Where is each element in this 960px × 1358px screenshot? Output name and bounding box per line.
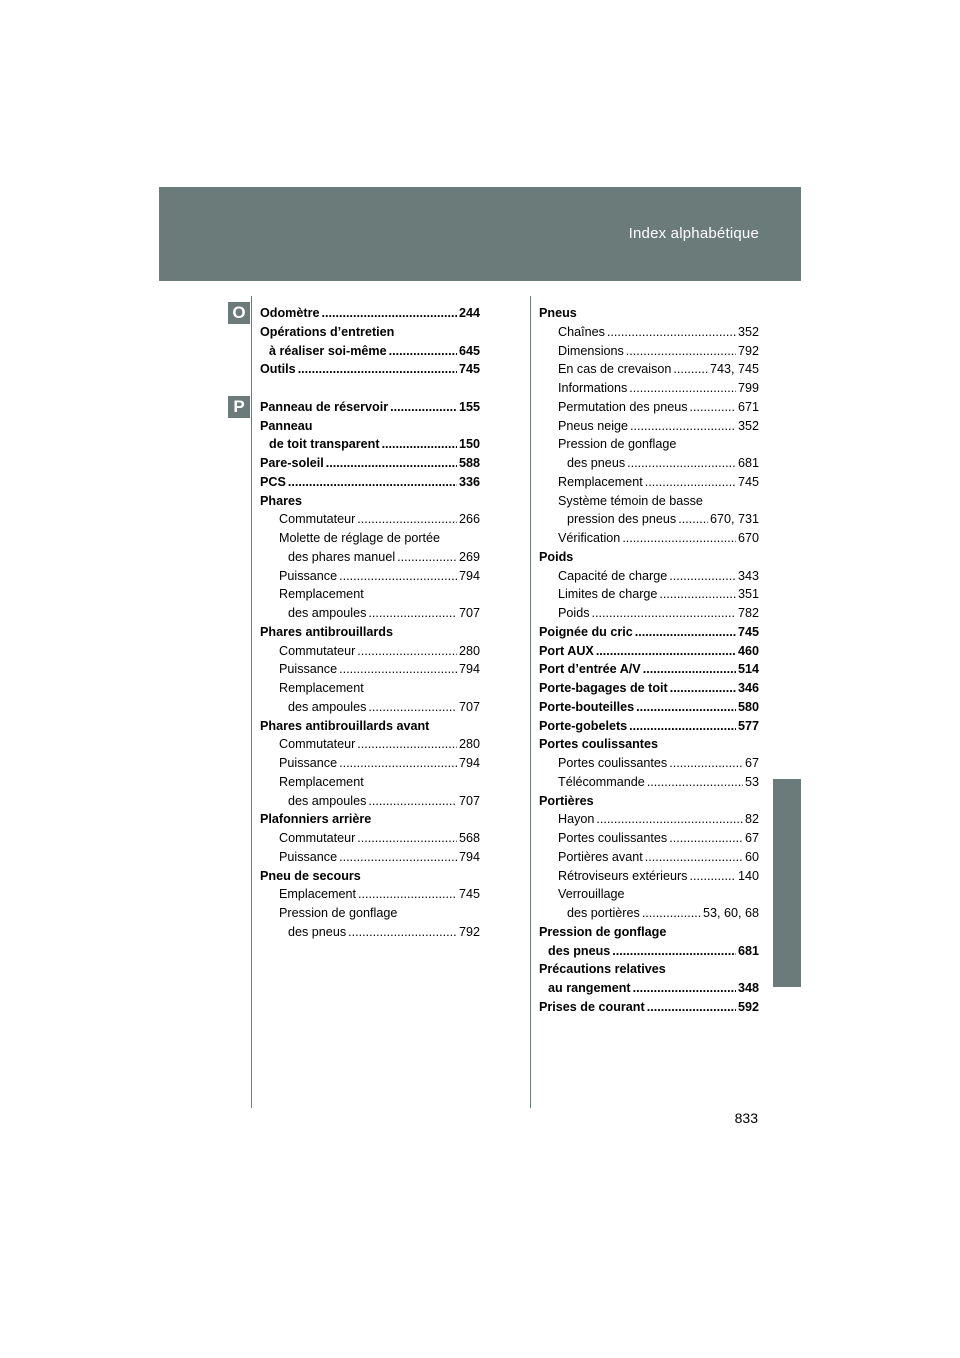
index-entry-page: 792	[737, 343, 759, 358]
dot-leader	[635, 623, 736, 642]
index-entry	[260, 848, 480, 867]
index-entry-term: Chaînes	[558, 324, 605, 339]
dot-leader	[669, 829, 743, 848]
index-entry	[539, 623, 759, 642]
index-entry-term: Pression de gonflage	[558, 437, 677, 452]
index-entry-term: Pression de gonflage	[539, 924, 667, 939]
index-entry	[539, 585, 759, 604]
index-entry-page: 82	[744, 812, 759, 827]
index-entry-term: Remplacement	[558, 474, 643, 489]
index-entry	[539, 885, 759, 904]
index-entry	[260, 360, 480, 379]
index-entry	[539, 604, 759, 623]
index-entry-page: 269	[458, 549, 480, 564]
index-entry-page: 707	[458, 606, 480, 620]
dot-leader	[358, 885, 457, 904]
index-entry-term: Porte-bagages de toit	[539, 681, 668, 695]
index-entry	[539, 942, 759, 961]
dot-leader	[596, 642, 736, 661]
dot-leader	[298, 360, 457, 379]
index-entry-term: En cas de crevaison	[558, 362, 672, 377]
dot-leader	[647, 998, 736, 1017]
dot-leader	[678, 510, 708, 529]
dot-leader	[357, 829, 457, 848]
index-entry	[260, 323, 480, 342]
index-entry	[539, 492, 759, 511]
index-entry-term: Phares	[260, 493, 303, 508]
dot-leader	[647, 773, 743, 792]
index-entry-page: 745	[737, 474, 759, 489]
index-entry-page: 782	[737, 606, 759, 620]
dot-leader	[627, 454, 736, 473]
dot-leader	[357, 642, 457, 661]
index-entry	[539, 829, 759, 848]
index-entry-term: Portières avant	[558, 849, 643, 864]
index-entry-term: Puissance	[279, 568, 338, 583]
index-entry-page: 577	[737, 718, 759, 733]
index-entry-page: 681	[737, 943, 759, 958]
index-entry-term: Opérations d’entretien	[260, 324, 395, 339]
index-entry-page: 53	[744, 774, 759, 789]
index-entry-term: Plafonniers arrière	[260, 812, 372, 827]
index-entry-page: 352	[737, 418, 759, 433]
index-entry	[260, 623, 480, 642]
index-entry-term: des ampoules	[288, 606, 367, 620]
index-entry	[539, 529, 759, 548]
dot-leader	[673, 360, 708, 379]
index-entry-page: 568	[458, 831, 480, 845]
index-entry-term: Pneu de secours	[260, 868, 361, 883]
dot-leader	[382, 435, 457, 454]
index-entry-page: 352	[737, 324, 759, 339]
dot-leader	[339, 848, 457, 867]
dot-leader	[339, 660, 457, 679]
dot-leader	[357, 510, 457, 529]
dot-leader	[368, 604, 457, 623]
index-entry-term: Commutateur	[279, 831, 356, 845]
index-entry-term: Pneus	[539, 306, 577, 320]
index-entry-page: 645	[458, 343, 480, 358]
index-entry-term: Télécommande	[558, 774, 645, 789]
index-column-right	[539, 304, 759, 1017]
index-entry-term: Commutateur	[279, 737, 356, 752]
index-entry-term: Panneau	[260, 418, 313, 433]
index-entry-page: 670	[737, 531, 759, 545]
index-entry	[260, 435, 480, 454]
index-entry	[260, 642, 480, 661]
index-entry-page: 336	[458, 474, 480, 489]
dot-leader	[645, 848, 743, 867]
index-entry-term: des ampoules	[288, 793, 367, 808]
dot-leader	[397, 548, 457, 567]
index-entry-page: 794	[458, 849, 480, 864]
index-entry	[260, 417, 480, 436]
index-entry-term: des pneus	[288, 924, 347, 939]
index-entry-page: 150	[458, 437, 480, 452]
dot-leader	[670, 679, 736, 698]
dot-leader	[368, 792, 457, 811]
dot-leader	[626, 342, 736, 361]
index-entry-term: Commutateur	[279, 643, 356, 658]
index-entry	[260, 923, 480, 942]
index-entry-term: Verrouillage	[558, 887, 625, 902]
index-entry	[539, 510, 759, 529]
index-entry-term: Commutateur	[279, 512, 356, 527]
index-entry-term: Limites de charge	[558, 587, 658, 602]
index-entry	[260, 867, 480, 886]
index-entry-term: Pression de gonflage	[279, 906, 398, 920]
index-entry-page: 67	[744, 756, 759, 770]
index-entry-term: Panneau de réservoir	[260, 399, 389, 414]
index-entry-page: 280	[458, 737, 480, 752]
index-entry-term: PCS	[260, 474, 286, 489]
index-entry-term: Pare-soleil	[260, 456, 324, 470]
index-entry-page: 53, 60, 68	[702, 906, 759, 920]
index-entry-page: 794	[458, 662, 480, 677]
index-entry-page: 266	[458, 512, 480, 527]
index-entry-term: Molette de réglage de portée	[279, 531, 441, 545]
index-entry-term: Odomètre	[260, 306, 320, 320]
dot-leader	[669, 567, 736, 586]
index-entry	[260, 885, 480, 904]
index-entry	[260, 904, 480, 923]
index-entry	[260, 510, 480, 529]
index-entry	[539, 979, 759, 998]
index-entry	[539, 960, 759, 979]
index-entry	[539, 773, 759, 792]
index-entry-term: au rangement	[548, 981, 631, 995]
index-entry-page: 67	[744, 831, 759, 845]
index-entry	[539, 792, 759, 811]
index-entry-term: Rétroviseurs extérieurs	[558, 868, 688, 883]
index-entry-term: Outils	[260, 362, 296, 377]
index-entry	[539, 998, 759, 1017]
dot-leader	[357, 735, 457, 754]
index-entry-page: 792	[458, 924, 480, 939]
index-entry-term: Port AUX	[539, 643, 594, 658]
index-entry	[260, 698, 480, 717]
index-entry-page: 592	[737, 999, 759, 1014]
dot-leader	[596, 810, 743, 829]
index-entry-term: Remplacement	[279, 681, 364, 695]
index-entry	[260, 604, 480, 623]
dot-leader	[622, 529, 736, 548]
column-divider-middle	[530, 296, 531, 1108]
index-entry-page: 580	[737, 699, 759, 714]
section-side-tab	[773, 779, 801, 987]
dot-leader	[669, 754, 743, 773]
index-entry-term: Phares antibrouillards avant	[260, 718, 430, 733]
index-entry-page: 460	[737, 643, 759, 658]
section-letter-o: O	[228, 302, 250, 324]
index-entry-term: des portières	[567, 906, 640, 920]
dot-leader	[592, 604, 736, 623]
dot-leader	[288, 473, 457, 492]
index-entry	[539, 435, 759, 454]
index-entry-term: pression des pneus	[567, 512, 677, 527]
index-entry	[539, 454, 759, 473]
index-entry	[260, 548, 480, 567]
index-entry	[539, 642, 759, 661]
index-entry	[260, 792, 480, 811]
index-entry-term: Puissance	[279, 756, 338, 770]
index-entry-page: 588	[458, 456, 480, 470]
index-entry-term: Puissance	[279, 662, 338, 677]
index-entry	[260, 342, 480, 361]
index-entry-term: Port d’entrée A/V	[539, 662, 641, 677]
index-entry-page: 671	[737, 399, 759, 414]
index-entry-term: des pneus	[567, 456, 626, 470]
index-entry-page: 745	[458, 887, 480, 902]
index-entry-page: 670, 731	[709, 512, 759, 527]
section-spacer	[260, 379, 480, 398]
index-entry-term: Portes coulissantes	[539, 737, 658, 752]
index-entry-page: 707	[458, 793, 480, 808]
index-entry-term: Phares antibrouillards	[260, 624, 393, 639]
index-entry-term: des ampoules	[288, 699, 367, 714]
index-entry-page: 514	[737, 662, 759, 677]
index-entry	[539, 342, 759, 361]
index-entry-page: 280	[458, 643, 480, 658]
index-entry-term: Poignée du cric	[539, 624, 633, 639]
dot-leader	[390, 398, 457, 417]
index-entry	[539, 867, 759, 886]
index-column-left	[260, 304, 480, 942]
index-entry	[539, 904, 759, 923]
index-entry-page: 743, 745	[709, 362, 759, 377]
dot-leader	[643, 660, 736, 679]
dot-leader	[690, 398, 736, 417]
index-entry	[539, 810, 759, 829]
index-entry-term: Puissance	[279, 849, 338, 864]
dot-leader	[636, 698, 736, 717]
index-entry-page: 745	[458, 362, 480, 377]
dot-leader	[642, 904, 701, 923]
index-entry	[539, 473, 759, 492]
dot-leader	[659, 585, 736, 604]
index-entry-term: Capacité de charge	[558, 568, 668, 583]
index-entry	[260, 585, 480, 604]
index-entry-page: 244	[458, 306, 480, 320]
dot-leader	[389, 342, 457, 361]
index-entry	[539, 923, 759, 942]
index-entry-page: 707	[458, 699, 480, 714]
index-entry-page: 351	[737, 587, 759, 602]
column-divider-left	[251, 296, 252, 1108]
index-entry	[539, 417, 759, 436]
index-entry-page: 348	[737, 981, 759, 995]
index-entry-term: Poids	[558, 606, 590, 620]
index-entry	[539, 398, 759, 417]
dot-leader	[629, 379, 736, 398]
index-entry	[260, 735, 480, 754]
index-entry	[260, 773, 480, 792]
index-entry-term: Portes coulissantes	[558, 831, 668, 845]
index-entry	[260, 454, 480, 473]
page-title: Index alphabétique	[628, 225, 759, 242]
index-entry	[260, 810, 480, 829]
index-entry	[260, 473, 480, 492]
section-letter-p: P	[228, 396, 250, 418]
index-entry-term: de toit transparent	[269, 437, 380, 452]
index-entry	[539, 323, 759, 342]
index-entry	[260, 567, 480, 586]
index-entry-term: Portières	[539, 793, 594, 808]
index-entry-page: 60	[744, 849, 759, 864]
index-entry	[539, 698, 759, 717]
index-entry-page: 155	[458, 399, 480, 414]
dot-leader	[689, 867, 736, 886]
index-entry	[260, 398, 480, 417]
index-entry	[539, 679, 759, 698]
dot-leader	[630, 417, 736, 436]
index-entry-page: 794	[458, 568, 480, 583]
index-entry-term: Porte-bouteilles	[539, 699, 635, 714]
index-entry	[539, 754, 759, 773]
index-entry	[260, 754, 480, 773]
index-entry-term: Précautions relatives	[539, 962, 666, 977]
index-entry	[539, 848, 759, 867]
index-entry	[260, 492, 480, 511]
dot-leader	[633, 979, 736, 998]
index-entry-term: Dimensions	[558, 343, 624, 358]
index-entry	[539, 379, 759, 398]
dot-leader	[326, 454, 457, 473]
index-entry	[260, 717, 480, 736]
index-entry-page: 343	[737, 568, 759, 583]
index-entry-term: Système témoin de basse	[558, 493, 703, 508]
index-entry	[260, 304, 480, 323]
index-entry-term: des pneus	[548, 943, 611, 958]
index-entry-term: Pneus neige	[558, 418, 629, 433]
index-entry	[260, 660, 480, 679]
index-entry-page: 346	[737, 681, 759, 695]
index-entry-term: Hayon	[558, 812, 595, 827]
index-entry-term: Informations	[558, 381, 628, 395]
dot-leader	[368, 698, 457, 717]
index-entry	[539, 304, 759, 323]
index-entry	[539, 717, 759, 736]
page-number: 833	[734, 1110, 758, 1126]
dot-leader	[348, 923, 457, 942]
index-entry	[260, 679, 480, 698]
dot-leader	[607, 323, 736, 342]
dot-leader	[612, 942, 736, 961]
index-entry	[539, 548, 759, 567]
index-entry-term: Portes coulissantes	[558, 756, 668, 770]
index-entry-term: Remplacement	[279, 774, 364, 789]
dot-leader	[629, 717, 736, 736]
index-entry	[539, 567, 759, 586]
index-entry-page: 745	[737, 624, 759, 639]
index-entry-term: Porte-gobelets	[539, 718, 628, 733]
index-entry-term: Emplacement	[279, 887, 356, 902]
index-entry-page: 140	[737, 868, 759, 883]
dot-leader	[321, 304, 457, 323]
index-entry-term: des phares manuel	[288, 549, 396, 564]
index-entry-term: Poids	[539, 549, 574, 564]
index-entry-term: à réaliser soi-même	[269, 343, 387, 358]
index-entry-term: Permutation des pneus	[558, 399, 688, 414]
index-entry-term: Remplacement	[279, 587, 364, 602]
index-entry-page: 799	[737, 381, 759, 395]
dot-leader	[339, 754, 457, 773]
index-entry	[539, 660, 759, 679]
index-entry-term: Prises de courant	[539, 999, 645, 1014]
index-entry	[260, 829, 480, 848]
index-entry	[539, 360, 759, 379]
index-entry	[539, 735, 759, 754]
dot-leader	[645, 473, 736, 492]
index-entry	[260, 529, 480, 548]
header-band	[159, 187, 801, 281]
index-entry-term: Vérification	[558, 531, 621, 545]
index-entry-page: 681	[737, 456, 759, 470]
dot-leader	[339, 567, 457, 586]
index-entry-page: 794	[458, 756, 480, 770]
